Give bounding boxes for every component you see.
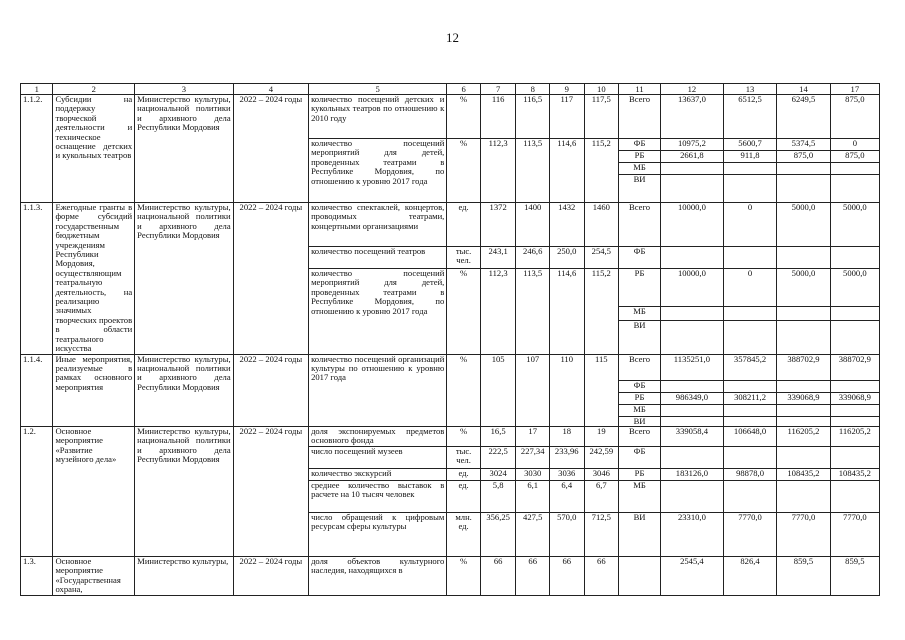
funding-2023: 388702,9 xyxy=(777,354,830,380)
table-row xyxy=(21,426,880,446)
value-col9: 117 xyxy=(549,95,584,139)
funding-source: РБ xyxy=(619,269,661,307)
funding-2024: 0 xyxy=(830,139,879,151)
implementation-period: 2022 – 2024 годы xyxy=(233,95,308,203)
funding-2023: 339068,9 xyxy=(777,392,830,404)
indicator-name: доля экспонируемых предметов основного фонда xyxy=(309,426,447,446)
value-col10: 115 xyxy=(584,354,619,426)
funding-source: МБ xyxy=(619,480,661,512)
value-col10: 1460 xyxy=(584,203,619,247)
funding-total: 339058,4 xyxy=(660,426,723,446)
value-col9: 114,6 xyxy=(549,139,584,203)
funding-2023: 5000,0 xyxy=(777,269,830,307)
header-cell: 11 xyxy=(619,84,661,95)
funding-2023: 116205,2 xyxy=(777,426,830,446)
value-col8: 6,1 xyxy=(516,480,550,512)
page-number: 12 xyxy=(446,30,459,45)
value-col9: 6,4 xyxy=(549,480,584,512)
funding-2023: 5374,5 xyxy=(777,139,830,151)
row-number: 1.1.4. xyxy=(21,354,53,426)
funding-source: РБ xyxy=(619,151,661,163)
indicator-unit: тыс. чел. xyxy=(447,247,481,269)
value-col9: 3036 xyxy=(549,468,584,480)
funding-total: 986349,0 xyxy=(660,392,723,404)
funding-source: МБ xyxy=(619,306,661,320)
table-row xyxy=(21,203,880,247)
funding-2024: 339068,9 xyxy=(830,392,879,404)
funding-2023: 5000,0 xyxy=(777,203,830,247)
row-number: 1.2. xyxy=(21,426,53,556)
row-number: 1.3. xyxy=(21,556,53,595)
funding-source: Всего xyxy=(619,426,661,446)
header-cell: 7 xyxy=(480,84,516,95)
funding-total: 10000,0 xyxy=(660,269,723,307)
funding-source: ФБ xyxy=(619,380,661,392)
funding-2022: 0 xyxy=(723,269,776,307)
row-number: 1.1.3. xyxy=(21,203,53,355)
funding-2024: 108435,2 xyxy=(830,468,879,480)
value-col8: 107 xyxy=(516,354,550,426)
funding-source: РБ xyxy=(619,468,661,480)
indicator-name: количество экскурсий xyxy=(309,468,447,480)
header-cell: 9 xyxy=(549,84,584,95)
value-col8: 116,5 xyxy=(516,95,550,139)
value-col10: 115,2 xyxy=(584,269,619,355)
implementation-period: 2022 – 2024 годы xyxy=(233,426,308,556)
funding-2023: 859,5 xyxy=(777,556,830,595)
program-table xyxy=(20,83,880,596)
funding-source: ВИ xyxy=(619,175,661,203)
value-col7: 5,8 xyxy=(480,480,516,512)
header-cell: 1 xyxy=(21,84,53,95)
responsible-ministry: Министерство культуры, национальной политики и архивного дела Республики Мордовия xyxy=(135,354,233,426)
funding-2022: 5600,7 xyxy=(723,139,776,151)
value-col7: 16,5 xyxy=(480,426,516,446)
funding-2023: 108435,2 xyxy=(777,468,830,480)
responsible-ministry: Министерство культуры, национальной политики и архивного дела Республики Мордовия xyxy=(135,426,233,556)
indicator-unit: ед. xyxy=(447,468,481,480)
value-col7: 116 xyxy=(480,95,516,139)
responsible-ministry: Министерство культуры, национальной политики и архивного дела Республики Мордовия xyxy=(135,95,233,203)
indicator-unit: млн. ед. xyxy=(447,512,481,556)
implementation-period: 2022 – 2024 годы xyxy=(233,354,308,426)
value-col8: 113,5 xyxy=(516,139,550,203)
indicator-unit: % xyxy=(447,426,481,446)
value-col10: 712,5 xyxy=(584,512,619,556)
indicator-name: количество посещений театров xyxy=(309,247,447,269)
indicator-unit: тыс. чел. xyxy=(447,446,481,468)
indicator-unit: ед. xyxy=(447,480,481,512)
indicator-unit: % xyxy=(447,354,481,426)
measure-name: Основное мероприятие «Государственная охрана, xyxy=(53,556,135,595)
value-col9: 110 xyxy=(549,354,584,426)
indicator-unit: % xyxy=(447,139,481,203)
value-col10: 19 xyxy=(584,426,619,446)
value-col10: 242,59 xyxy=(584,446,619,468)
funding-source: РБ xyxy=(619,392,661,404)
funding-source: ВИ xyxy=(619,512,661,556)
header-cell: 2 xyxy=(53,84,135,95)
funding-source: ФБ xyxy=(619,446,661,468)
value-col9: 233,96 xyxy=(549,446,584,468)
measure-name: Иные мероприятия, реализуемые в рамках основного мероприятия xyxy=(53,354,135,426)
measure-name: Ежегодные гранты в форме субсидий государственным бюджетным учреждениям Республики Мордовия, осуществляющим театральную деятельность, на реализацию значимых творческих проектов в области театрального искусства xyxy=(53,203,135,355)
header-cell: 6 xyxy=(447,84,481,95)
indicator-name: количество посещений мероприятий для детей, проведенных театрами в Республике Мордовия, по отношению к уровню 2017 года xyxy=(309,139,447,203)
funding-source: Всего xyxy=(619,354,661,380)
indicator-name: среднее количество выставок в расчете на 10 тысяч человек xyxy=(309,480,447,512)
header-cell: 10 xyxy=(584,84,619,95)
funding-total: 2545,4 xyxy=(660,556,723,595)
funding-2022: 0 xyxy=(723,203,776,247)
funding-source xyxy=(619,556,661,595)
implementation-period: 2022 – 2024 годы xyxy=(233,203,308,355)
value-col8: 427,5 xyxy=(516,512,550,556)
value-col10: 115,2 xyxy=(584,139,619,203)
header-cell: 8 xyxy=(516,84,550,95)
indicator-name: количество посещений мероприятий для детей, проведенных театрами в Республике Мордовия, по отношению к уровню 2017 года xyxy=(309,269,447,355)
funding-source: МБ xyxy=(619,404,661,416)
header-cell: 5 xyxy=(309,84,447,95)
indicator-unit: % xyxy=(447,269,481,355)
funding-total: 10975,2 xyxy=(660,139,723,151)
funding-2022: 7770,0 xyxy=(723,512,776,556)
funding-total: 13637,0 xyxy=(660,95,723,139)
table-row xyxy=(21,95,880,139)
funding-2022: 357845,2 xyxy=(723,354,776,380)
value-col9: 570,0 xyxy=(549,512,584,556)
funding-2024: 875,0 xyxy=(830,151,879,163)
header-cell: 14 xyxy=(777,84,830,95)
value-col8: 66 xyxy=(516,556,550,595)
measure-name: Основное мероприятие «Развитие музейного дела» xyxy=(53,426,135,556)
funding-2023: 875,0 xyxy=(777,151,830,163)
indicator-name: количество посещений организаций культуры по отношению к уровню 2017 года xyxy=(309,354,447,426)
value-col9: 250,0 xyxy=(549,247,584,269)
table-row xyxy=(21,556,880,595)
header-cell: 13 xyxy=(723,84,776,95)
value-col9: 1432 xyxy=(549,203,584,247)
value-col8: 227,34 xyxy=(516,446,550,468)
value-col8: 246,6 xyxy=(516,247,550,269)
value-col9: 18 xyxy=(549,426,584,446)
indicator-name: число посещений музеев xyxy=(309,446,447,468)
indicator-name: число обращений к цифровым ресурсам сферы культуры xyxy=(309,512,447,556)
funding-2024: 116205,2 xyxy=(830,426,879,446)
funding-2024: 875,0 xyxy=(830,95,879,139)
value-col7: 112,3 xyxy=(480,139,516,203)
value-col7: 356,25 xyxy=(480,512,516,556)
header-cell: 17 xyxy=(830,84,879,95)
value-col7: 222,5 xyxy=(480,446,516,468)
indicator-unit: % xyxy=(447,95,481,139)
value-col7: 3024 xyxy=(480,468,516,480)
value-col10: 6,7 xyxy=(584,480,619,512)
funding-source: МБ xyxy=(619,163,661,175)
header-cell: 3 xyxy=(135,84,233,95)
funding-source: ФБ xyxy=(619,247,661,269)
value-col9: 114,6 xyxy=(549,269,584,355)
funding-2024: 7770,0 xyxy=(830,512,879,556)
header-cell: 12 xyxy=(660,84,723,95)
responsible-ministry: Министерство культуры, xyxy=(135,556,233,595)
implementation-period: 2022 – 2024 годы xyxy=(233,556,308,595)
value-col7: 1372 xyxy=(480,203,516,247)
value-col8: 1400 xyxy=(516,203,550,247)
funding-total: 183126,0 xyxy=(660,468,723,480)
measure-name: Субсидии на поддержку творческой деятельности и техническое оснащение детских и кукольных театров xyxy=(53,95,135,203)
indicator-name: количество спектаклей, концертов, проводимых театрами, концертными организациями xyxy=(309,203,447,247)
value-col10: 3046 xyxy=(584,468,619,480)
value-col7: 105 xyxy=(480,354,516,426)
header-row xyxy=(21,84,880,95)
indicator-unit: ед. xyxy=(447,203,481,247)
funding-2022: 98878,0 xyxy=(723,468,776,480)
indicator-unit: % xyxy=(447,556,481,595)
funding-2024: 5000,0 xyxy=(830,269,879,307)
value-col8: 17 xyxy=(516,426,550,446)
responsible-ministry: Министерство культуры, национальной политики и архивного дела Республики Мордовия xyxy=(135,203,233,355)
table-row xyxy=(21,354,880,380)
funding-2022: 911,8 xyxy=(723,151,776,163)
indicator-name: доля объектов культурного наследия, находящихся в xyxy=(309,556,447,595)
funding-source: ФБ xyxy=(619,139,661,151)
funding-2022: 106648,0 xyxy=(723,426,776,446)
funding-source: Всего xyxy=(619,203,661,247)
funding-2023: 6249,5 xyxy=(777,95,830,139)
value-col7: 243,1 xyxy=(480,247,516,269)
funding-2022: 6512,5 xyxy=(723,95,776,139)
funding-2022: 308211,2 xyxy=(723,392,776,404)
value-col10: 66 xyxy=(584,556,619,595)
funding-source: Всего xyxy=(619,95,661,139)
funding-2023: 7770,0 xyxy=(777,512,830,556)
value-col10: 117,5 xyxy=(584,95,619,139)
funding-2024: 388702,9 xyxy=(830,354,879,380)
funding-total: 1135251,0 xyxy=(660,354,723,380)
value-col8: 3030 xyxy=(516,468,550,480)
indicator-name: количество посещений детских и кукольных театров по отношению к 2010 году xyxy=(309,95,447,139)
value-col8: 113,5 xyxy=(516,269,550,355)
value-col9: 66 xyxy=(549,556,584,595)
funding-total: 23310,0 xyxy=(660,512,723,556)
funding-source: ВИ xyxy=(619,416,661,426)
value-col7: 112,3 xyxy=(480,269,516,355)
header-cell: 4 xyxy=(233,84,308,95)
funding-2024: 5000,0 xyxy=(830,203,879,247)
funding-source: ВИ xyxy=(619,320,661,354)
funding-total: 10000,0 xyxy=(660,203,723,247)
funding-2022: 826,4 xyxy=(723,556,776,595)
funding-2024: 859,5 xyxy=(830,556,879,595)
funding-total: 2661,8 xyxy=(660,151,723,163)
value-col7: 66 xyxy=(480,556,516,595)
value-col10: 254,5 xyxy=(584,247,619,269)
row-number: 1.1.2. xyxy=(21,95,53,203)
